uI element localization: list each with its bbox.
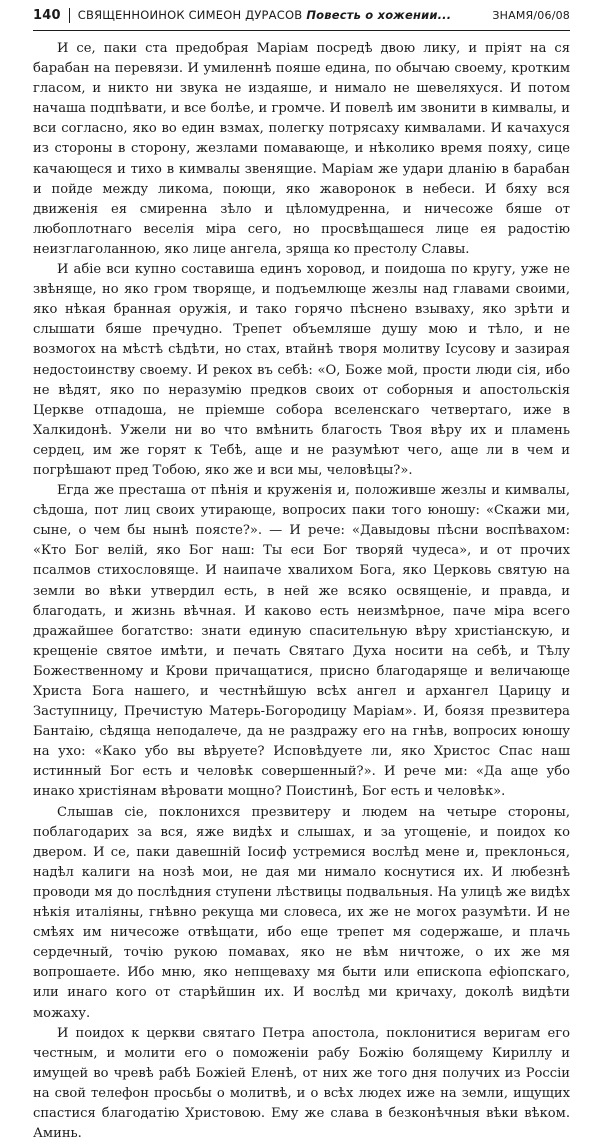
paragraph: И абіе вси купно составиша единъ хоровод, и поидоша по кругу, уже не звѣняще, но яко гром творяще, и подъемлюще жезлы над главами своими, яко нѣкая бранная оружія, и тако горячо пѣснено взываху, яко зрѣти и слышати бяше пречудно. Трепет объемляше душу мою и тѣло, и не возмогох на мѣстѣ сѣдѣти, но стах, втайнѣ творя молитву Ісусову и зазирая недостоинству своему. И рекох въ себѣ: «О, Боже мой, прости люди сія, ибо не вѣдят, яко по неразумію предков своих от соборныя и апостольскія Церкве отпадоша, не пріемше собора вселенскаго четвертаго, иже в Халкидонѣ. Ужели ни во что вмѣнить благость Твоя вѣру их и пламень сердец, им же горят к Тебѣ, аще и не разумѣют чего, аще ли в чем и погрѣшают пред Тобою, яко же и вси мы, человѣцы?». [33, 262, 570, 478]
story-title: Повесть о хожении... [306, 8, 452, 22]
page-number: 140 [33, 7, 61, 23]
paragraph: Егда же престаша от пѣнія и круженія и, положивше жезлы и кимвалы, сѣдоша, пот лиц своих утирающе, вопросих паки того юношу: «Скажи ми, сыне, о чем бы нынѣ поясте?». — И рече: «Давыдовы пѣсни воспѣвахом: «Кто Бог велій, яко Бог наш: Ты еси Бог творяй чудеса», и от прочих псалмов стихословяще. И наипаче хвалихом Бога, яко Церковь святую на земли во вѣки утвердил есть, в ней же всяко освященіе, и правда, и благодать, и жизнь вѣчная. И каково есть неизмѣрное, паче міра всего дражайшее богатство: знати единую спасительную вѣру христіанскую, и крещеніе святое имѣти, и печать Святаго Духа носити на себѣ, и Тѣлу Божественному и Крови причащатися, присно благодаряще и величающе Христа Бога нашего, и честнѣйшую всѣх ангел и архангел Царицу и Заступницу, Пречистую Матерь-Богородицу Маріам». И, боязя презвитера Бантаію, сѣдяща неподалече, да не раздражу его на гнѣв, вопросих юношу на ухо: «Како убо вы вѣруете? Исповѣдуете ли, яко Христос Спас наш истинный Бог есть и человѣк совершенный?». И рече ми: «Да аще убо инако христіянам вѣровати мощно? Поистинѣ, Бог есть и человѣк». [33, 483, 570, 800]
article-body [33, 39, 570, 1144]
author-name: СВЯЩЕННОИНОК СИМЕОН ДУРАСОВ [77, 8, 303, 22]
running-header [33, 0, 570, 31]
paragraph: И поидох к церкви святаго Петра апостола, поклонитися веригам его честным, и молити его о поможеніи рабу Божію болящему Кириллу и имущей во чревѣ рабѣ Божіей Еленѣ, от них же того дня получих из Россіи на свой телефон просьбы о молитвѣ, и о всѣх людех иже на земли, ищущих спастися благодатію Христовою. Ему же слава в безконѣчныя вѣки вѣком. Аминь. [33, 1025, 570, 1142]
paragraph: И се, паки ста предобрая Маріам посредѣ двою лику, и пріят на ся барабан на перевязи. И умиленнѣ пояше едина, по обычаю своему, кротким гласом, и никто ни звука не издаяше, и нимало не шевеляхуся. И потом начаша подпѣвати, и все болѣе, и громче. И повелѣ им звонити в кимвалы, и вси согласно, яко во един взмах, полегку потрясаху кимвалами. И качахуся из стороны в сторону, жезлами помавающе, и нѣколико время пояху, сице качающеся и тихо в кимвалы звенящие. Маріам же удари дланію в барабан и пойде между ликома, поющи, яко жаворонок в небеси. И бяху вся движенія ея смиренна зѣло и цѣломудренна, и ничесоже бяше от любоплотнаго веселія міра сего, но просвѣщашеся лице ея радостію неизглаголанною, яко лице ангела, зряща ко престолу Славы. [33, 41, 570, 257]
paragraph: Слышав сіе, поклонихся презвитеру и людем на четыре стороны, поблагодарих за вся, яже видѣх и слышах, и за угощеніе, и поидох ко двером. И се, паки давешній Іосиф устремися вослѣд мене и, преклонься, надѣл калиги на нозѣ мои, не дая ми нимало коснутися их. И любезнѣ проводи мя до послѣдния ступени лѣствицы подвальныя. На улицѣ же видѣх нѣкія италіяны, гнѣвно рекуща ми словеса, их же не могох разумѣти. И не смѣях им ничесоже отвѣщати, ибо еще трепет мя содержаше, и плачь сердечный, точію рукою помавах, яко не вѣм ничтоже, о их же мя вопрошаете. Ибо мню, яко непщеваху мя быти или епископа ефіопскаго, или инаго кого от старѣйшин их. И вослѣд ми кричаху, доколѣ видѣти можаху. [33, 804, 570, 1021]
header-separator [69, 8, 70, 23]
journal-issue: ЗНАМЯ/06/08 [492, 8, 570, 22]
